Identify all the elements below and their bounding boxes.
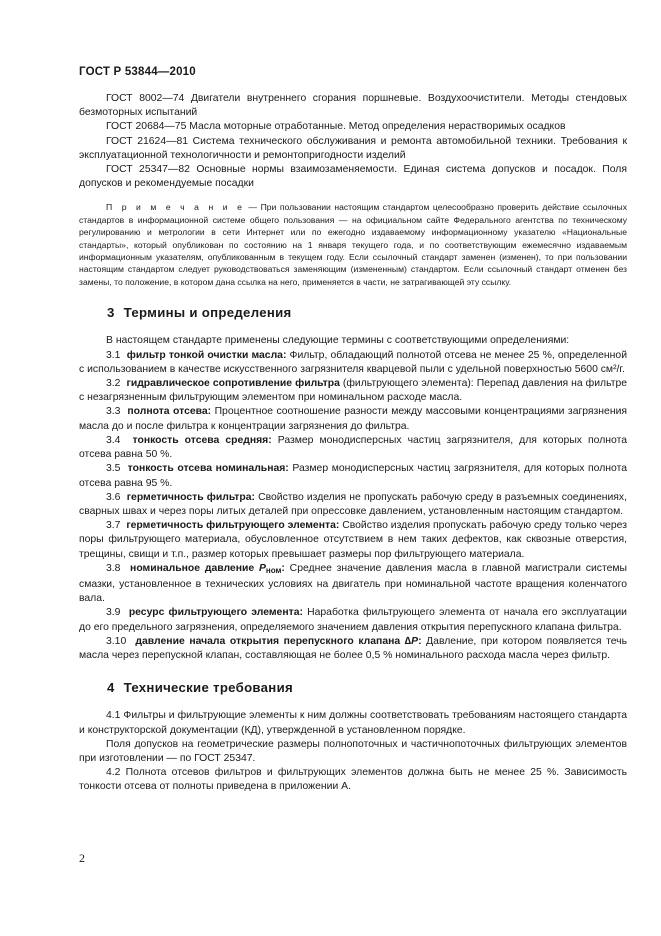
document-header: ГОСТ Р 53844—2010 bbox=[79, 66, 196, 78]
term-definition: Процентное соотношение разности между массовыми концентрациями загрязнения масла до и после фильтра к концентрации загрязнения до фильтра. bbox=[79, 406, 627, 432]
section-4-heading bbox=[79, 681, 627, 695]
term-item bbox=[79, 349, 627, 377]
term-symbol: ∆P bbox=[404, 635, 419, 647]
term-item bbox=[79, 405, 627, 433]
term-item bbox=[79, 635, 627, 663]
reference-item: ГОСТ 20684—75 Масла моторные отработанные. Метод определения нерастворимых осадков bbox=[106, 121, 566, 133]
term-item bbox=[79, 434, 627, 462]
term-number: 3.8 bbox=[106, 562, 121, 574]
requirement-paragraph: 4.2 Полнота отсевов фильтров и фильтрующих элементов должна быть не менее 25 %. Зависимость тонкости отсева от полноты приведена в приложении А. bbox=[79, 767, 627, 793]
term-definition: Давление, при котором появляется течь масла через перепускной клапан, составляющая не более 0,5 % номинального расхода масла через фильтр. bbox=[79, 635, 627, 661]
note-block bbox=[79, 201, 627, 288]
term-colon: : bbox=[281, 562, 285, 574]
term-item bbox=[79, 491, 627, 519]
document-body bbox=[79, 92, 627, 795]
term-number: 3.1 bbox=[106, 349, 121, 361]
note-label: П р и м е ч а н и е bbox=[106, 202, 245, 213]
term-definition: Размер монодисперсных частиц загрязнителя, для которых полнота отсева равна 95 %. bbox=[79, 463, 628, 489]
normative-references bbox=[79, 92, 627, 191]
section-title: Технические требования bbox=[123, 680, 293, 696]
requirements bbox=[79, 709, 627, 794]
term-item bbox=[79, 606, 627, 634]
section-number: 4 bbox=[107, 680, 115, 696]
term-name: давление начала открытия перепускного клапана bbox=[135, 635, 405, 647]
note-text: — При пользовании настоящим стандартом целесообразно проверить действие ссылочных стандартов в информационной системе общего пользования — на официальном сайте Федерального агентства по техническому регулированию и метрологии в сети Интернет или по ежегодно издаваемому информационному указателю «Национальные стандарты», который опубликован по состоянию на 1 января текущего года, и по соответствующим ежемесячно издаваемым информационным указателям, опубликованным в текущем году. Если ссылочный стандарт заменен (изменен), то при пользовании настоящим стандартом следует руководствоваться заменяющим (измененным) стандартом. Если ссылочный стандарт отменен без замены, то положение, в котором дана ссылка на него, применяется в части, не затрагивающей эту ссылку. bbox=[79, 202, 628, 287]
term-colon: : bbox=[418, 635, 422, 647]
term-item bbox=[79, 562, 627, 607]
term-number: 3.3 bbox=[106, 406, 121, 418]
reference-item: ГОСТ 8002—74 Двигатели внутреннего сгорания поршневые. Воздухоочистители. Методы стендовых безмоторных испытаний bbox=[79, 93, 627, 119]
section-intro: В настоящем стандарте применены следующие термины с соответствующими определениями: bbox=[106, 335, 570, 347]
term-item bbox=[79, 462, 627, 490]
term-definition: Свойство изделия пропускать рабочую среду только через поры фильтрующего материала, обусловленное отсутствием в нем таких дефектов, как сквозные отверстия, трещины, свищи и т.п., размер которых превышает размеры пор фильтрующего материала. bbox=[79, 520, 627, 560]
term-definition: Фильтр, обладающий полнотой отсева не менее 25 %, определенной с использованием в качестве искусственного загрязнителя кварцевой пыли с удельной поверхностью 5600 см²/г. bbox=[79, 349, 627, 375]
term-name: ресурс фильтрующего элемента: bbox=[128, 607, 303, 619]
term-name: номинальное давление bbox=[130, 562, 259, 574]
term-number: 3.6 bbox=[106, 491, 121, 503]
term-number: 3.5 bbox=[106, 463, 121, 475]
term-subscript: ном bbox=[265, 565, 282, 575]
term-name: герметичность фильтрующего элемента: bbox=[126, 520, 340, 532]
term-number: 3.9 bbox=[106, 607, 121, 619]
term-name: тонкость отсева средняя: bbox=[132, 434, 272, 446]
term-number: 3.10 bbox=[106, 635, 127, 647]
term-name: герметичность фильтра: bbox=[126, 491, 255, 503]
term-definition: (фильтрующего элемента): Перепад давления на фильтре с незагрязненным фильтрующим элементом при номинальном расходе масла. bbox=[79, 378, 628, 404]
term-item bbox=[79, 519, 627, 562]
section-number: 3 bbox=[107, 305, 115, 321]
term-definition: Размер монодисперсных частиц загрязнителя, для которых полнота отсева равна 50 %. bbox=[79, 434, 627, 461]
reference-item: ГОСТ 25347—82 Основные нормы взаимозаменяемости. Единая система допусков и посадок. Поля допусков и рекомендуемые посадки bbox=[79, 164, 627, 190]
term-name: полнота отсева: bbox=[127, 406, 212, 418]
term-name: гидравлическое сопротивление фильтра bbox=[126, 378, 340, 390]
requirement-paragraph: 4.1 Фильтры и фильтрующие элементы к ним должны соответствовать требованиям настоящего стандарта и конструкторской документации (КД), утвержденной в установленном порядке. bbox=[79, 710, 627, 736]
term-definition: Среднее значение давления масла в главной магистрали системы смазки, установленное в технических условиях на двигатель при номинальной частоте вращения коленчатого вала. bbox=[79, 562, 627, 605]
page-number: 2 bbox=[79, 851, 85, 865]
term-definition: Наработка фильтрующего элемента от начала его эксплуатации до его предельного загрязнения, определяемого значением давления открытия перепускного клапана фильтра. bbox=[79, 607, 627, 633]
section-title: Термины и определения bbox=[123, 305, 292, 321]
term-symbol: P bbox=[258, 562, 266, 574]
terms-list bbox=[79, 349, 627, 663]
term-number: 3.7 bbox=[106, 520, 121, 532]
section-3-heading bbox=[79, 306, 627, 320]
term-definition: Свойство изделия не пропускать рабочую среду в разъемных соединениях, сварных швах и через поры литых деталей при опрессовке давлением, установленным настоящим стандартом. bbox=[79, 491, 627, 517]
term-number: 3.4 bbox=[106, 434, 121, 446]
requirement-paragraph: Поля допусков на геометрические размеры полнопоточных и частичнопоточных фильтрующих элементов при изготовлении — по ГОСТ 25347. bbox=[79, 738, 627, 764]
reference-item: ГОСТ 21624—81 Система технического обслуживания и ремонта автомобильной техники. Требования к эксплуатационной технологичности и ремонтопригодности изделий bbox=[79, 135, 627, 161]
term-item bbox=[79, 377, 627, 405]
term-number: 3.2 bbox=[106, 378, 121, 390]
term-name: фильтр тонкой очистки масла: bbox=[126, 349, 287, 361]
term-name: тонкость отсева номинальная: bbox=[127, 463, 289, 475]
